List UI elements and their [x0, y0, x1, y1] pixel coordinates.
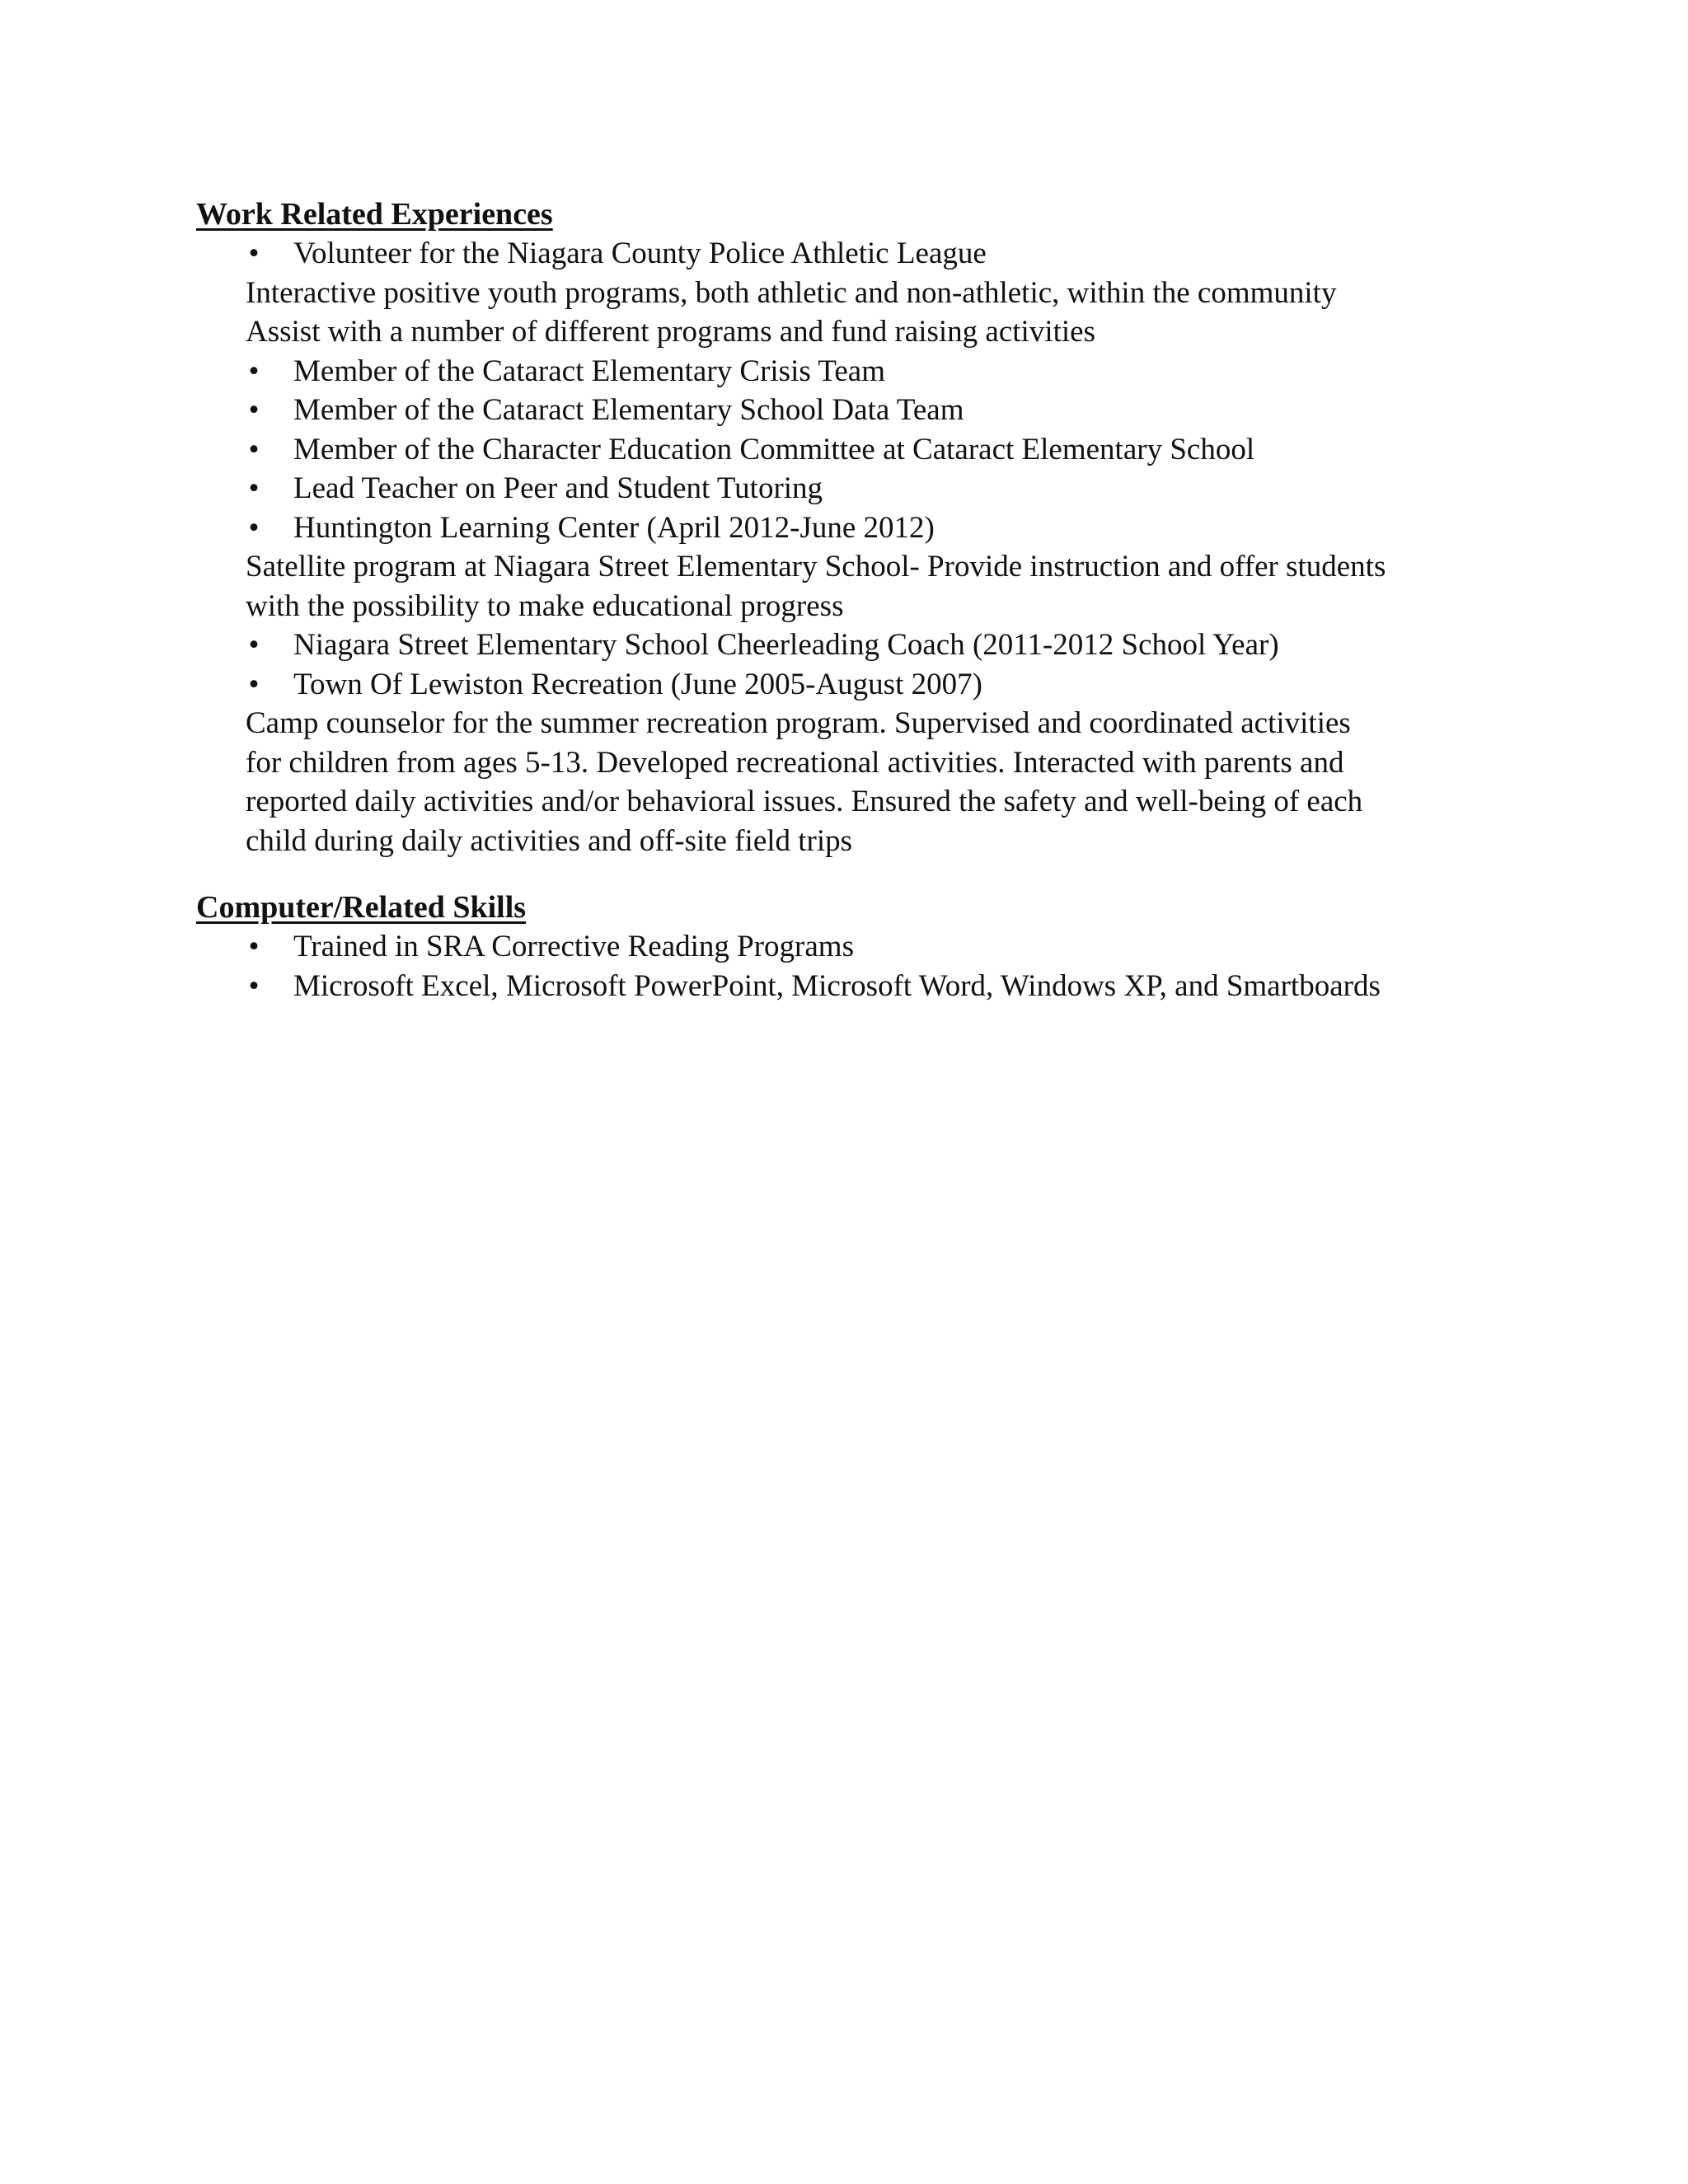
paragraph-text: reported daily activities and/or behavioral issues. Ensured the safety and well-being of each: [246, 785, 1363, 818]
bullet-item: [196, 509, 1515, 548]
bullet-item: [196, 469, 1515, 509]
bullet-text: Niagara Street Elementary School Cheerleading Coach (2011-2012 School Year): [293, 628, 1279, 662]
bullet-text: Member of the Cataract Elementary School Data Team: [293, 393, 964, 427]
paragraph-line: [196, 743, 1515, 783]
bullet-icon: •: [248, 237, 260, 270]
computer-skills-section: [196, 888, 1515, 1005]
paragraph-text: Satellite program at Niagara Street Elementary School- Provide instruction and offer students: [246, 550, 1386, 583]
bullet-text: Town Of Lewiston Recreation (June 2005-August 2007): [293, 667, 982, 701]
paragraph-line: [196, 547, 1515, 587]
bullet-icon: •: [248, 930, 260, 963]
bullet-item: [196, 665, 1515, 705]
paragraph-text: Camp counselor for the summer recreation program. Supervised and coordinated activities: [246, 706, 1351, 740]
bullet-text: Lead Teacher on Peer and Student Tutoring: [293, 471, 823, 505]
bullet-icon: •: [248, 393, 260, 427]
paragraph-text: with the possibility to make educational progress: [246, 588, 844, 623]
paragraph-line: [196, 312, 1515, 352]
bullet-item: [196, 967, 1515, 1006]
bullet-item: [196, 927, 1515, 967]
bullet-item: [196, 626, 1515, 665]
bullet-text: Member of the Cataract Elementary Crisis Team: [293, 354, 885, 388]
paragraph-text: Interactive positive youth programs, both athletic and non-athletic, within the community: [246, 275, 1337, 310]
bullet-item: [196, 234, 1515, 274]
work-experience-list: [196, 234, 1515, 860]
bullet-text: Member of the Character Education Committee at Cataract Elementary School: [293, 432, 1255, 466]
bullet-text: Volunteer for the Niagara County Police Athletic League: [293, 237, 987, 270]
paragraph-line: [196, 782, 1515, 822]
bullet-icon: •: [248, 667, 260, 701]
section-heading: Computer/Related Skills: [196, 890, 527, 925]
paragraph-line: [196, 274, 1515, 313]
bullet-item: [196, 430, 1515, 470]
bullet-text: Huntington Learning Center (April 2012-June 2012): [293, 510, 935, 545]
paragraph-line: [196, 822, 1515, 861]
bullet-item: [196, 352, 1515, 391]
section-heading: Work Related Experiences: [196, 197, 553, 232]
paragraph-line: [196, 587, 1515, 626]
bullet-text: Trained in SRA Corrective Reading Programs: [293, 930, 854, 963]
work-experience-section: [196, 194, 1515, 860]
paragraph-text: for children from ages 5-13. Developed recreational activities. Interacted with parents and: [246, 745, 1344, 780]
paragraph-text: Assist with a number of different programs and fund raising activities: [246, 315, 1095, 349]
bullet-icon: •: [248, 968, 260, 1003]
bullet-icon: •: [248, 471, 260, 505]
bullet-icon: •: [248, 628, 260, 662]
bullet-item: [196, 391, 1515, 430]
bullet-icon: •: [248, 354, 260, 388]
paragraph-text: child during daily activities and off-site field trips: [246, 823, 853, 858]
bullet-icon: •: [248, 432, 260, 466]
bullet-text: Microsoft Excel, Microsoft PowerPoint, Microsoft Word, Windows XP, and Smartboards: [293, 968, 1381, 1003]
bullet-icon: •: [248, 510, 260, 545]
paragraph-line: [196, 704, 1515, 743]
computer-skills-list: [196, 927, 1515, 1005]
